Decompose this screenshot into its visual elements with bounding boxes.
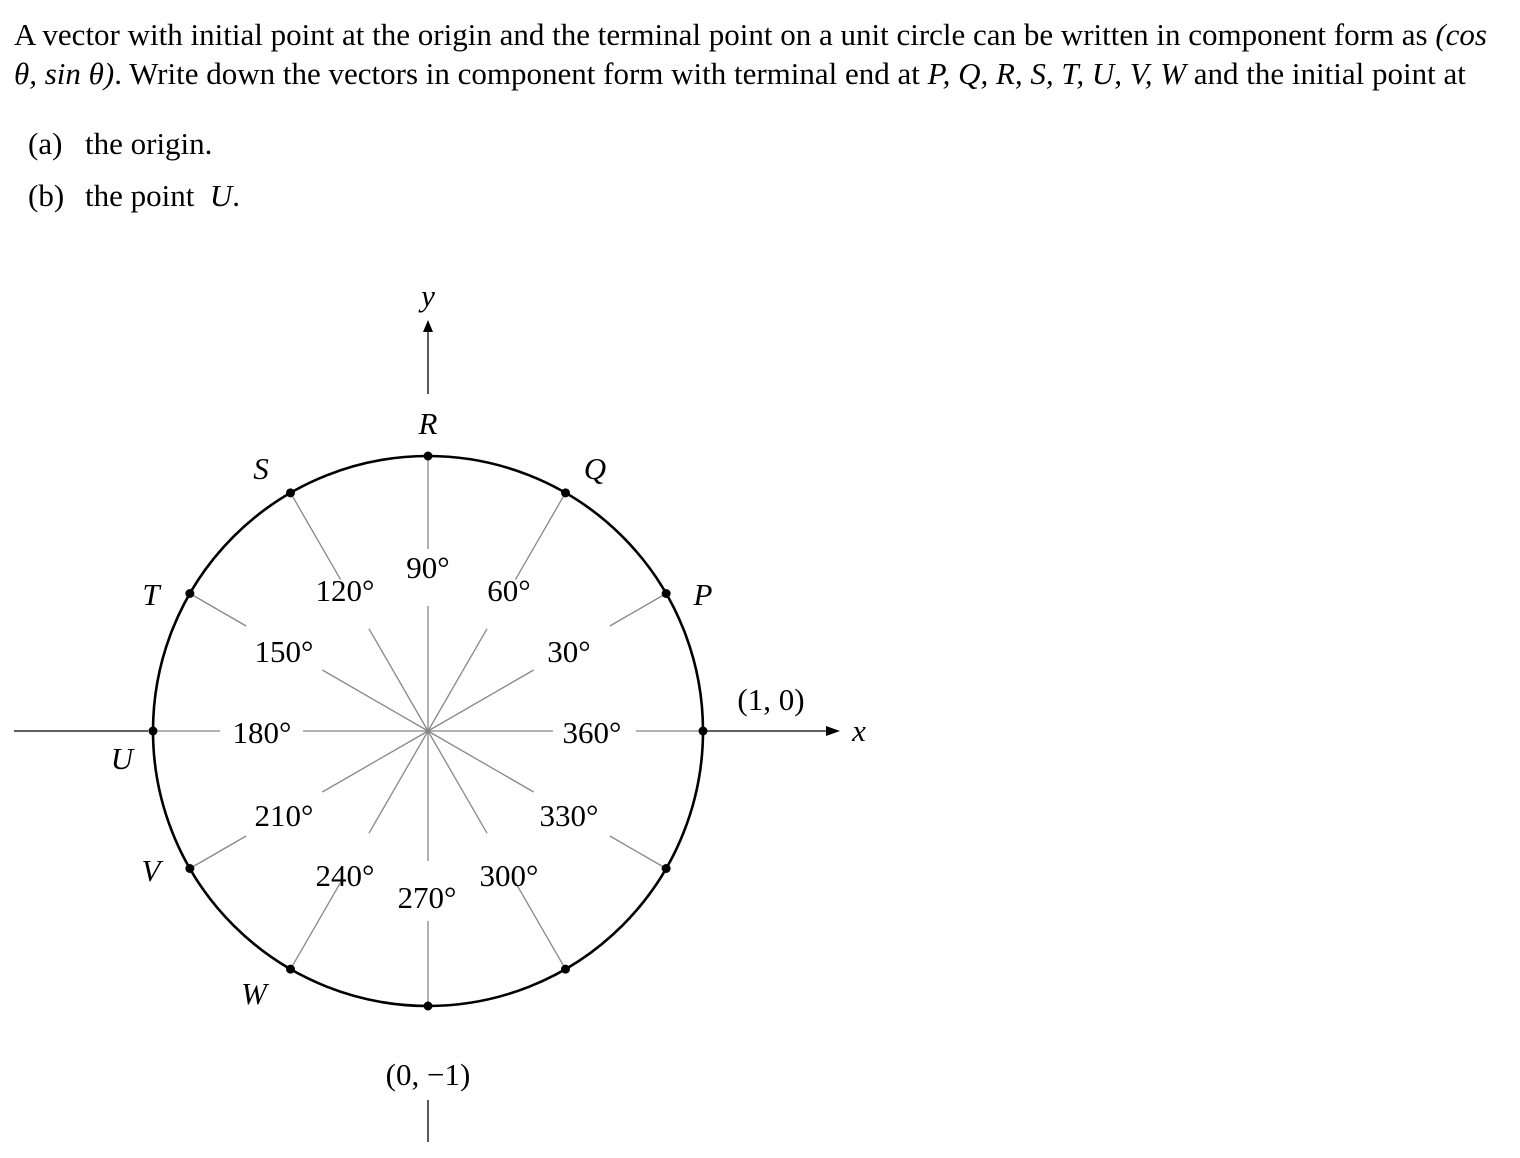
point-label-V: V (141, 853, 161, 888)
point-dot-0 (699, 727, 708, 736)
part-a-text: the origin. (85, 125, 213, 161)
angle-label-330: 330° (539, 798, 599, 833)
point-dot-60 (561, 488, 570, 497)
point-dot-120 (286, 488, 295, 497)
x-axis-label: x (852, 713, 866, 748)
angle-label-60: 60° (487, 573, 531, 608)
angle-label-300: 300° (479, 858, 539, 893)
part-b-text: the point U. (85, 177, 240, 213)
point-label-S: S (253, 451, 269, 486)
y-axis-label: y (421, 278, 435, 313)
ray-60-seg-1 (516, 493, 566, 580)
angle-label-180: 180° (232, 715, 292, 750)
problem-statement (14, 16, 1510, 222)
angle-label-360: 360° (562, 715, 622, 750)
ray-30-seg-0 (428, 670, 534, 731)
ray-210-seg-1 (190, 836, 246, 869)
point-dot-180 (149, 727, 158, 736)
angle-label-150: 150° (254, 634, 314, 669)
point-label-Q: Q (583, 451, 607, 486)
point-dot-240 (286, 965, 295, 974)
point-dot-150 (185, 589, 194, 598)
coord-right-label: (1, 0) (737, 682, 805, 717)
ray-330-seg-0 (428, 731, 534, 792)
point-list: P, Q, R, S, T, U, V, W (927, 55, 1187, 91)
point-label-P: P (693, 577, 713, 612)
point-dot-270 (424, 1002, 433, 1011)
ray-150-seg-1 (190, 594, 246, 627)
point-label-U: U (110, 741, 134, 776)
point-dot-210 (185, 864, 194, 873)
ray-240-seg-0 (369, 731, 428, 833)
point-dot-300 (561, 965, 570, 974)
angle-label-270: 270° (397, 880, 457, 915)
ray-330-seg-1 (610, 836, 666, 869)
ray-150-seg-0 (322, 670, 428, 731)
ray-120-seg-1 (291, 493, 341, 580)
problem-intro: A vector with initial point at the origin and the terminal point on a unit circle can be written in component form as (cos θ, sin θ). Write down the vectors in component form with terminal end at P, Q, R, S, T, U, V, W and the initial point at (14, 17, 1487, 91)
ray-120-seg-0 (369, 629, 428, 731)
ray-60-seg-0 (428, 629, 487, 731)
angle-label-210: 210° (254, 798, 314, 833)
x-axis-arrow (826, 726, 840, 736)
ray-210-seg-0 (322, 731, 428, 792)
unit-circle-diagram (0, 270, 1520, 1158)
part-a-label: (a) (28, 125, 63, 161)
question-parts (14, 118, 1510, 222)
angle-label-240: 240° (315, 858, 375, 893)
point-dot-30 (662, 589, 671, 598)
point-dot-90 (424, 452, 433, 461)
part-b (28, 170, 1510, 222)
y-axis-arrow (423, 320, 433, 332)
part-a (28, 118, 1510, 170)
coord-bottom-label: (0, −1) (385, 1057, 471, 1092)
component-form: (cos θ, sin θ) (14, 17, 1487, 91)
point-dot-330 (662, 864, 671, 873)
angle-label-120: 120° (315, 573, 375, 608)
point-label-W: W (241, 976, 267, 1011)
angle-label-90: 90° (406, 550, 450, 585)
part-b-label: (b) (28, 177, 65, 213)
ray-300-seg-0 (428, 731, 487, 833)
point-label-R: R (418, 406, 438, 441)
ray-300-seg-1 (516, 883, 566, 970)
angle-label-30: 30° (547, 634, 591, 669)
ray-30-seg-1 (610, 594, 666, 627)
point-label-T: T (142, 577, 160, 612)
ray-240-seg-1 (291, 883, 341, 970)
